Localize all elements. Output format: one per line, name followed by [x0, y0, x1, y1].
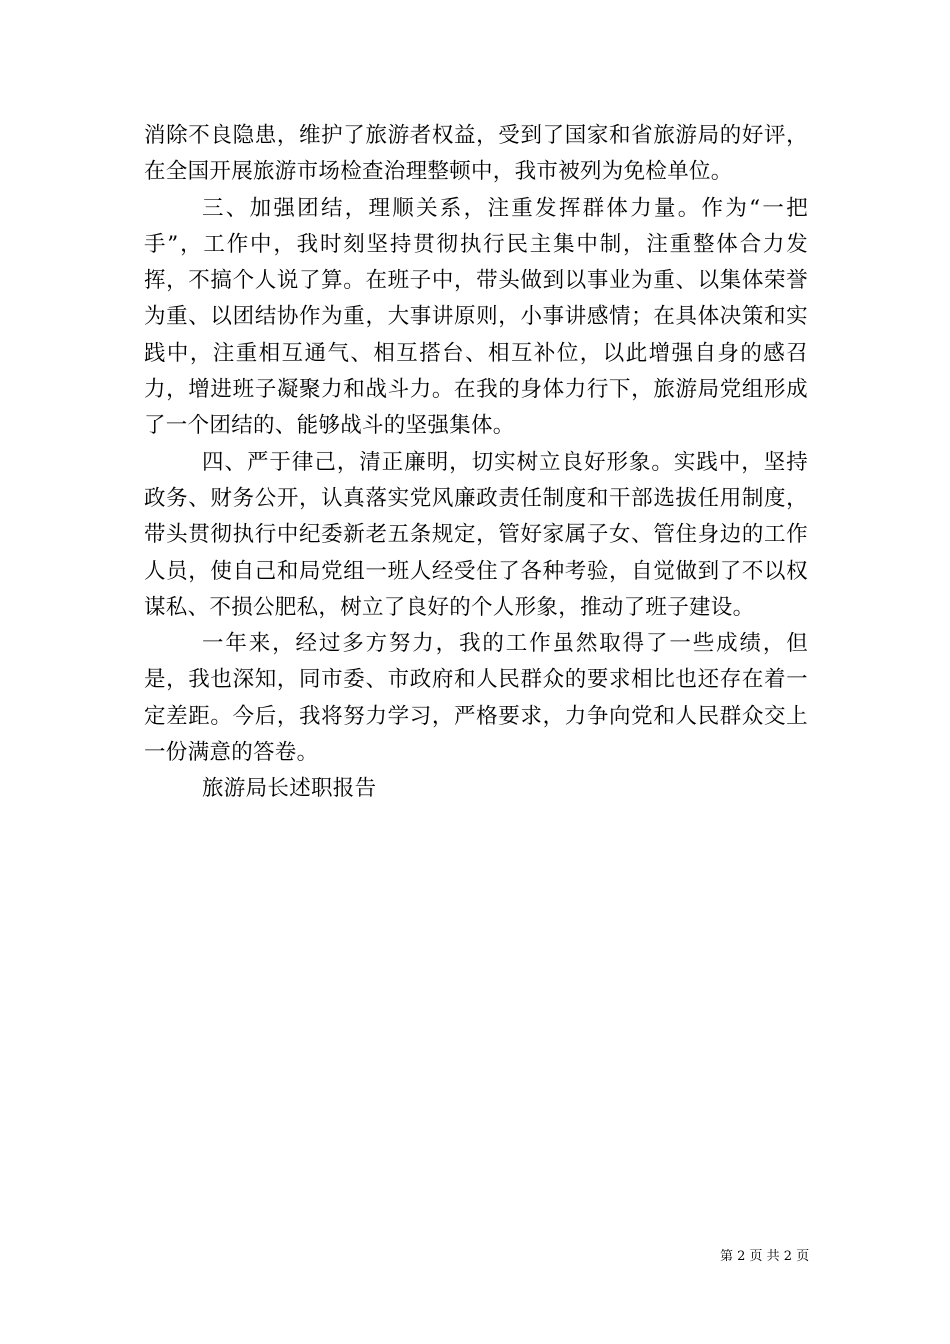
paragraph-continuation: 消除不良隐患，维护了旅游者权益，受到了国家和省旅游局的好评，在全国开展旅游市场检查治理整顿中，我市被列为免检单位。: [144, 123, 808, 185]
document-body: [144, 118, 808, 808]
page-number-footer: 第 2 页 共 2 页: [720, 1249, 810, 1264]
paragraph-section-three: 三、加强团结，理顺关系，注重发挥群体力量。作为“一把手”，工作中，我时刻坚持贯彻执行民主集中制，注重整体合力发挥，不搞个人说了算。在班子中，带头做到以事业为重、以集体荣誉为重、以团结协作为重，大事讲原则，小事讲感情；在具体决策和实践中，注重相互通气、相互搭台、相互补位，以此增强自身的感召力，增进班子凝聚力和战斗力。在我的身体力行下，旅游局党组形成了一个团结的、能够战斗的坚强集体。: [144, 195, 808, 439]
paragraph-conclusion: 一年来，经过多方努力，我的工作虽然取得了一些成绩，但是，我也深知，同市委、市政府和人民群众的要求相比也还存在着一定差距。今后，我将努力学习，严格要求，力争向党和人民群众交上一份满意的答卷。: [144, 631, 808, 766]
paragraph-section-four: 四、严于律己，清正廉明，切实树立良好形象。实践中，坚持政务、财务公开，认真落实党风廉政责任制度和干部选拔任用制度，带头贯彻执行中纪委新老五条规定，管好家属子女、管住身边的工作人员，使自己和局党组一班人经受住了各种考验，自觉做到了不以权谋私、不损公肥私，树立了良好的个人形象，推动了班子建设。: [144, 449, 808, 620]
document-closing-title: 旅游局长述职报告: [202, 776, 377, 802]
